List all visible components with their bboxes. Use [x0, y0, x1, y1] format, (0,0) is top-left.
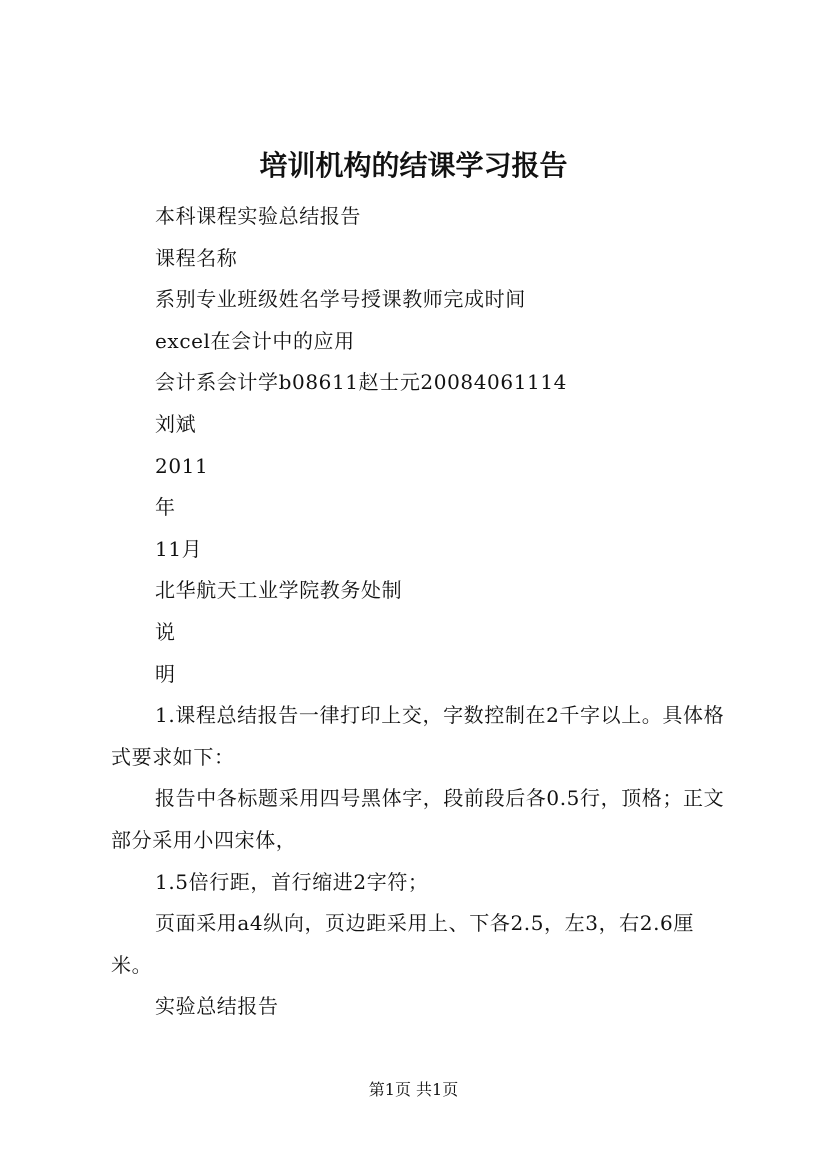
paragraph-6: 刘斌: [155, 411, 197, 436]
document-title: 培训机构的结课学习报告: [259, 149, 568, 182]
paragraph-5: 会计系会计学b08611赵士元20084061114: [155, 370, 567, 395]
paragraph-2: 课程名称: [155, 245, 238, 270]
paragraph-8: 年: [155, 495, 176, 520]
paragraph-7: 2011: [155, 453, 209, 478]
paragraph-17: 实验总结报告: [155, 994, 279, 1019]
paragraph-13: 1.课程总结报告一律打印上交，字数控制在2千字以上。具体格式要求如下：: [111, 703, 725, 769]
paragraph-14: 报告中各标题采用四号黑体字，段前段后各0.5行，顶格；正文部分采用小四宋体，: [111, 786, 725, 852]
document-body: [111, 196, 726, 1028]
paragraph-10: 北华航天工业学院教务处制: [155, 578, 403, 603]
paragraph-4: excel在会计中的应用: [155, 328, 355, 353]
paragraph-3: 系别专业班级姓名学号授课教师完成时间: [155, 287, 526, 312]
paragraph-11: 说: [155, 619, 176, 644]
paragraph-16: 页面采用a4纵向，页边距采用上、下各2.5，左3，右2.6厘米。: [111, 911, 694, 977]
paragraph-12: 明: [155, 661, 176, 686]
paragraph-9: 11月: [155, 536, 203, 561]
paragraph-1: 本科课程实验总结报告: [155, 204, 361, 228]
paragraph-15: 1.5倍行距，首行缩进2字符；: [155, 869, 429, 894]
page-footer: 第1页 共1页: [368, 1080, 459, 1099]
